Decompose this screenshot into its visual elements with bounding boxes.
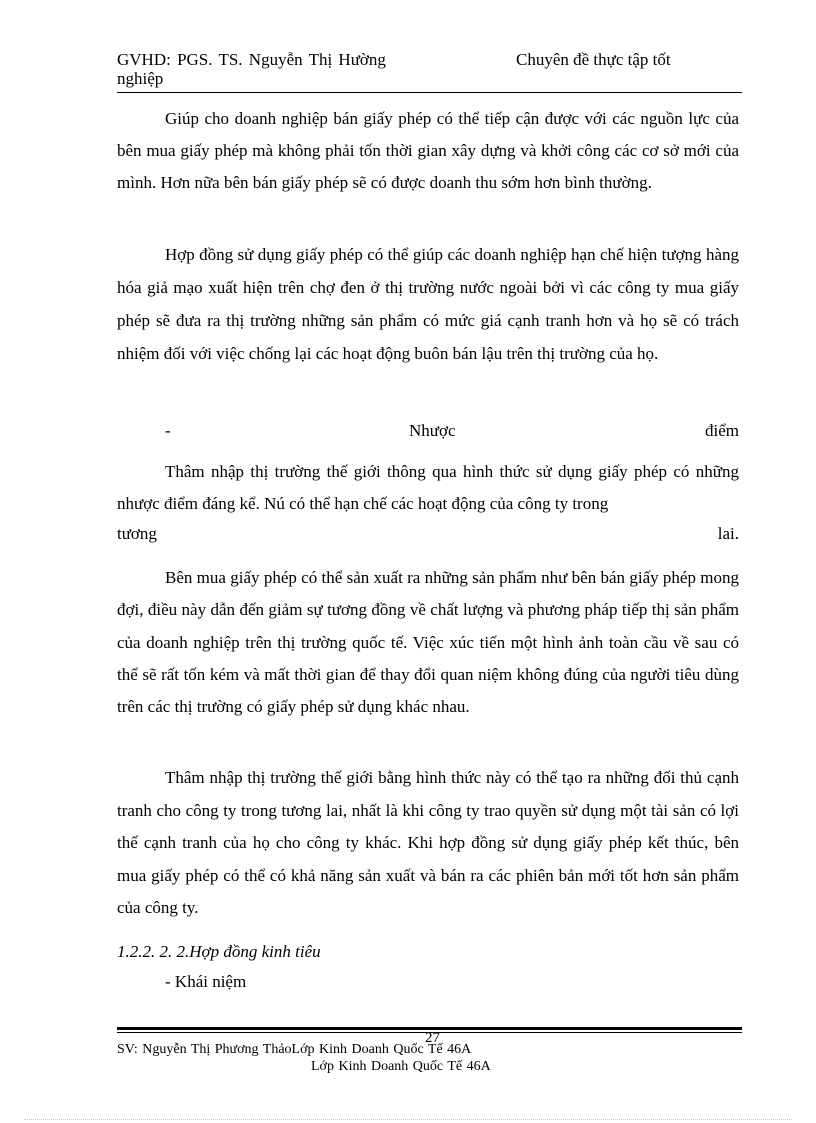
header-rule <box>117 92 742 93</box>
header-report-title: Chuyên đề thực tập tốt <box>516 50 671 69</box>
last-line-right-word: lai. <box>717 524 739 543</box>
footer-student-line: SV: Nguyễn Thị Phương ThảoLớp Kinh Doanh Quốc Tế 46A <box>117 1042 472 1057</box>
subheading-word-nhuoc: Nhược <box>409 421 456 440</box>
subheading-word-diem: điểm <box>705 421 739 440</box>
footer-class-line: Lớp Kinh Doanh Quốc Tế 46A <box>311 1059 491 1074</box>
page-number: 27 <box>425 1030 440 1046</box>
page-bottom-edge <box>24 1119 792 1120</box>
paragraph-disadvantages-intro: Thâm nhập thị trường thế giới thông qua hình thức sử dụng giấy phép có những nhược điểm đáng kể. Nú có thể hạn chế các hoạt động của công ty trong <box>117 462 739 513</box>
paragraph-advantage-counterfeit: Hợp đồng sử dụng giấy phép có thể giúp các doanh nghiệp hạn chế hiện tượng hàng hóa giả mạo xuất hiện trên chợ đen ở thị trường nước ngoài bởi vì các công ty mua giấy phép sẽ đưa ra thị trường những sản phẩm có mức giá cạnh tranh hơn và họ sẽ có trách nhiệm đối với việc chống lại các hoạt động buôn bán lậu trên thị trường của họ. <box>117 245 739 363</box>
subheading-dash: - <box>165 421 171 440</box>
paragraph-advantage-resources: Giúp cho doanh nghiệp bán giấy phép có thể tiếp cận được với các nguồn lực của bên mua giấy phép mà không phải tốn thời gian xây dựng và khởi công các cơ sở mới của mình. Hơn nữa bên bán giấy phép sẽ có được doanh thu sớm hơn bình thường. <box>117 109 739 192</box>
last-line-left-word: tương <box>117 524 157 543</box>
paragraph-disadvantage-quality: Bên mua giấy phép có thể sản xuất ra những sản phẩm như bên bán giấy phép mong đợi, điều này dẫn đến giảm sự tương đồng về chất lượng và phương pháp tiếp thị sản phẩm của doanh nghiệp trên thị trường quốc tế. Việc xúc tiến một hình ảnh toàn cầu về sau có thể sẽ rất tốn kém và mất thời gian để thay đổi quan niệm không đúng của người tiêu dùng trên các thị trường có giấy phép sử dụng khác nhau. <box>117 568 739 717</box>
paragraph-disadvantage-competitors: Thâm nhập thị trường thế giới bằng hình thức này có thể tạo ra những đối thủ cạnh tranh cho công ty trong tương lai, nhất là khi công ty trao quyền sử dụng một tài sản có lợi thế cạnh tranh của họ cho công ty khác. Khi hợp đồng sử dụng giấy phép kết thúc, bên mua giấy phép có thể có khả năng sản xuất và bán ra các phiên bản mới tốt hơn sản phẩm của công ty. <box>117 768 739 917</box>
header-supervisor: GVHD: PGS. TS. Nguyễn Thị Hường <box>117 50 386 69</box>
section-heading: 1.2.2. 2. 2.Hợp đồng kinh tiêu <box>117 942 321 961</box>
header-report-title-wrap: nghiệp <box>117 69 164 88</box>
sub-item-definition: - Khái niệm <box>165 972 247 991</box>
